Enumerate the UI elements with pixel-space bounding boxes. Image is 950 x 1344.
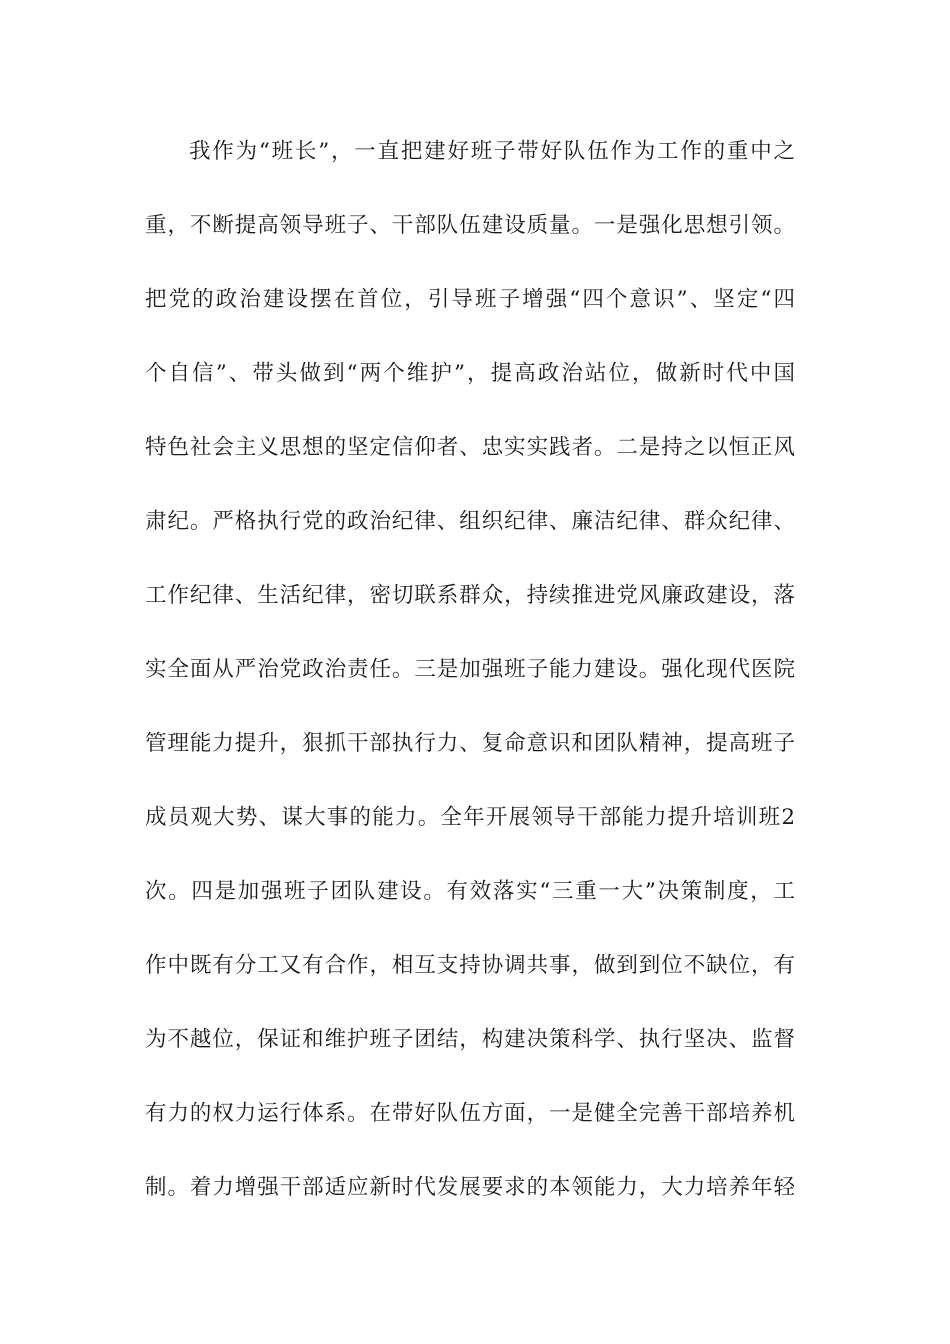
paragraph-line: 为不越位，保证和维护班子团结，构建决策科学、执行坚决、监督 bbox=[145, 1027, 795, 1052]
paragraph-line: 成员观大势、谋大事的能力。全年开展领导干部能力提升培训班2 bbox=[145, 805, 795, 830]
paragraph-line: 作中既有分工又有合作，相互支持协调共事，做到到位不缺位，有 bbox=[145, 953, 795, 978]
paragraph-line: 肃纪。严格执行党的政治纪律、组织纪律、廉洁纪律、群众纪律、 bbox=[145, 509, 795, 534]
paragraph-line: 制。着力增强干部适应新时代发展要求的本领能力，大力培养年轻 bbox=[145, 1175, 795, 1200]
paragraph-line: 把党的政治建设摆在首位，引导班子增强“四个意识”、坚定“四 bbox=[145, 287, 795, 312]
paragraph-line: 特色社会主义思想的坚定信仰者、忠实实践者。二是持之以恒正风 bbox=[145, 435, 795, 460]
paragraph-line: 我作为“班长”，一直把建好班子带好队伍作为工作的重中之 bbox=[189, 139, 795, 164]
paragraph-line: 工作纪律、生活纪律，密切联系群众，持续推进党风廉政建设，落 bbox=[145, 583, 795, 608]
document-body bbox=[145, 130, 795, 1240]
paragraph-line: 次。四是加强班子团队建设。有效落实“三重一大”决策制度，工 bbox=[145, 879, 795, 904]
paragraph-line: 实全面从严治党政治责任。三是加强班子能力建设。强化现代医院 bbox=[145, 657, 795, 682]
paragraph-line: 有力的权力运行体系。在带好队伍方面，一是健全完善干部培养机 bbox=[145, 1101, 795, 1126]
paragraph-line: 重，不断提高领导班子、干部队伍建设质量。一是强化思想引领。 bbox=[145, 213, 795, 238]
paragraph-line: 管理能力提升，狠抓干部执行力、复命意识和团队精神，提高班子 bbox=[145, 731, 795, 756]
paragraph-line: 个自信”、带头做到“两个维护”，提高政治站位，做新时代中国 bbox=[145, 361, 795, 386]
